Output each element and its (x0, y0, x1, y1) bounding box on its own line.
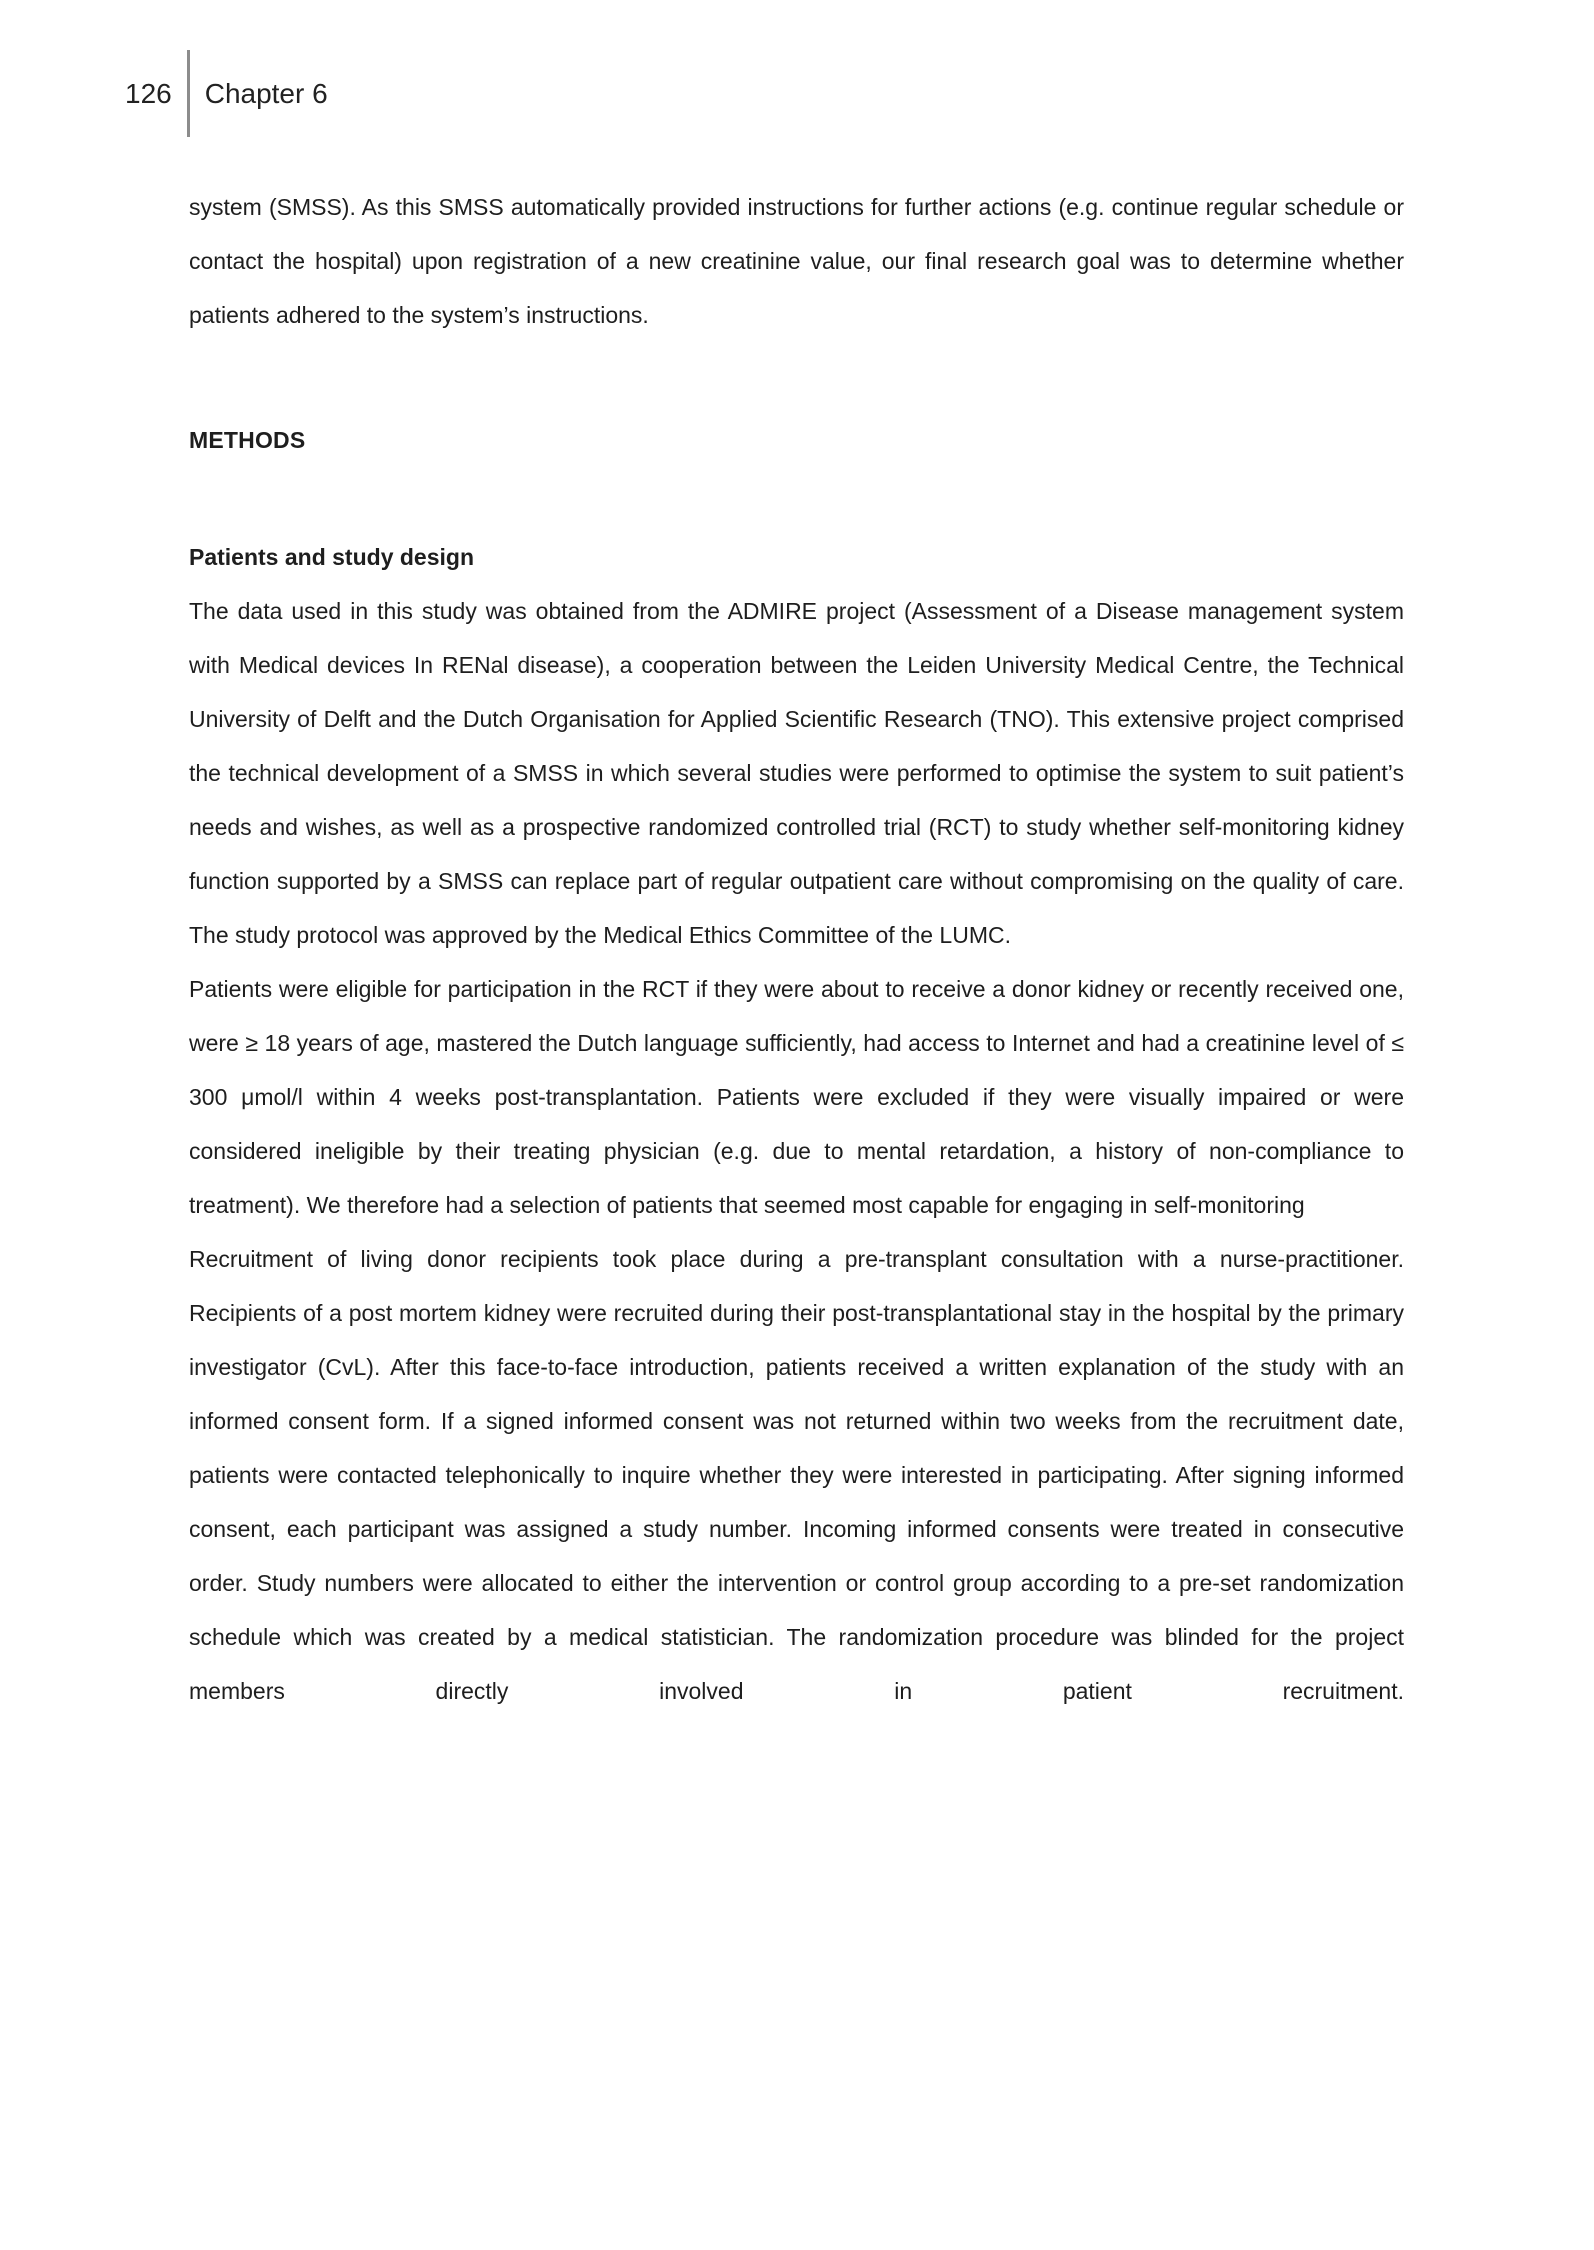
page-body (189, 180, 1404, 1718)
recruitment-paragraph: Recruitment of living donor recipients took place during a pre-transplant consultation with a nurse-practitioner. Recipients of a post mortem kidney were recruited during their post-transplantational stay in the hospital by the primary investigator (CvL). After this face-to-face introduction, patients received a written explanation of the study with an informed consent form. If a signed informed consent was not returned within two weeks from the recruitment date, patients were contacted telephonically to inquire whether they were interested in participating. After signing informed consent, each participant was assigned a study number. Incoming informed consents were treated in consecutive order. Study numbers were allocated to either the intervention or control group according to a pre-set randomization schedule which was created by a medical statistician. The randomization procedure was blinded for the project members directly involved in patient recruitment. (189, 1246, 1404, 1704)
patients-study-design-heading: Patients and study design (189, 544, 474, 570)
page-header (125, 50, 328, 137)
page-number: 126 (125, 77, 172, 109)
study-design-paragraph: The data used in this study was obtained from the ADMIRE project (Assessment of a Disease management system with Medical devices In RENal disease), a cooperation between the Leiden University Medical Centre, the Technical University of Delft and the Dutch Organisation for Applied Scientific Research (TNO). This extensive project comprised the technical development of a SMSS in which several studies were performed to optimise the system to suit patient’s needs and wishes, as well as a prospective randomized controlled trial (RCT) to study whether self-monitoring kidney function supported by a SMSS can replace part of regular outpatient care without compromising on the quality of care. The study protocol was approved by the Medical Ethics Committee of the LUMC. (189, 598, 1404, 948)
chapter-title: Chapter 6 (204, 77, 328, 109)
methods-section-heading: METHODS (189, 427, 306, 453)
eligibility-paragraph: Patients were eligible for participation in the RCT if they were about to receive a donor kidney or recently received one, were ≥ 18 years of age, mastered the Dutch language sufficiently, had access to Internet and had a creatinine level of ≤ 300 μmol/l within 4 weeks post-transplantation. Patients were excluded if they were visually impaired or were considered ineligible by their treating physician (e.g. due to mental retardation, a history of non-compliance to treatment). We therefore had a selection of patients that seemed most capable for engaging in self-monitoring (189, 976, 1404, 1218)
header-divider (187, 50, 190, 137)
intro-paragraph: system (SMSS). As this SMSS automatically provided instructions for further actions (e.g. continue regular schedule or contact the hospital) upon registration of a new creatinine value, our final research goal was to determine whether patients adhered to the system’s instructions. (189, 194, 1404, 328)
